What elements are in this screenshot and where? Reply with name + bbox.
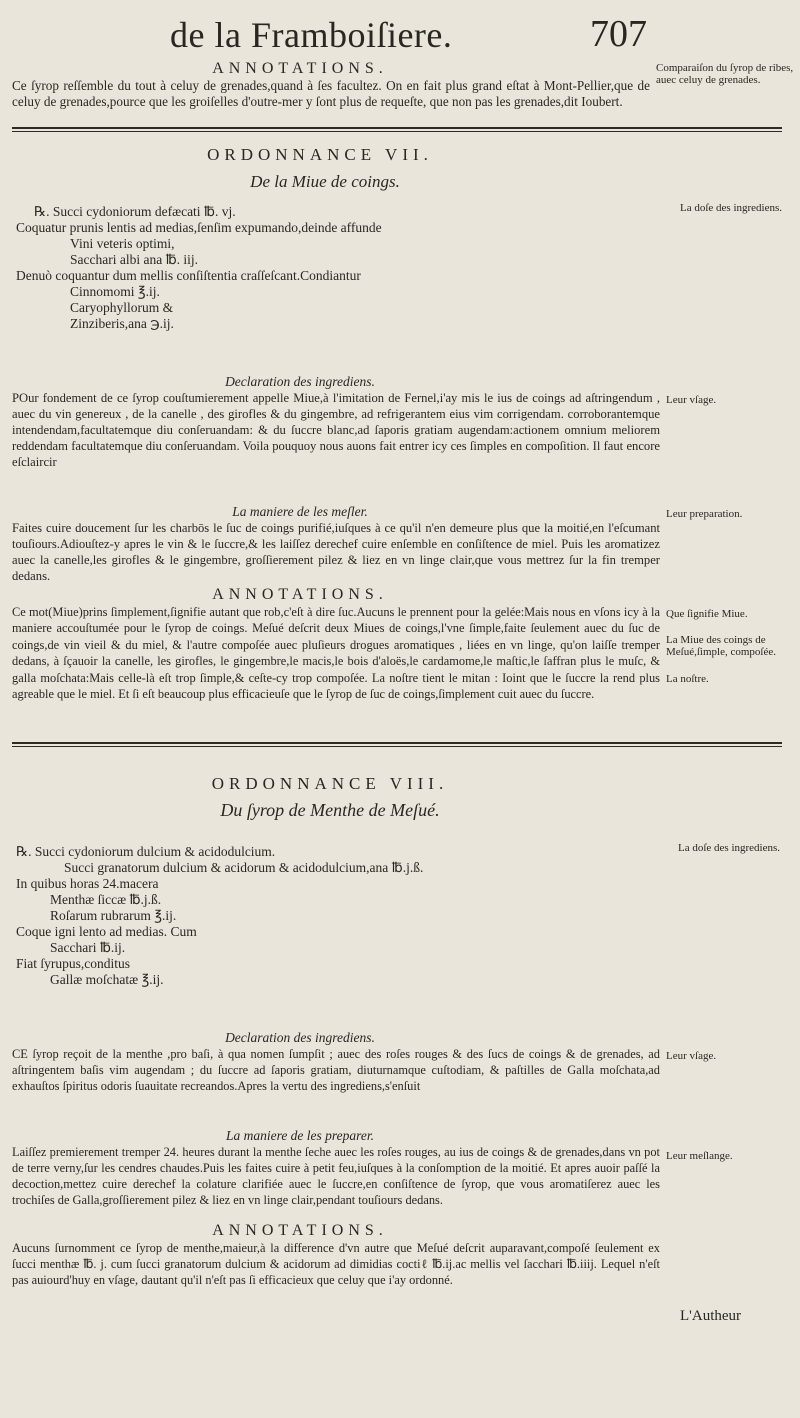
recipe-line: Coque igni lento ad medias. Cum <box>16 924 197 939</box>
annotation-3-text: Aucuns ſurnomment ce ſyrop de menthe,maieur,à la difference d'vn autre que Meſué deſcrit auparavant,compoſé ſeulement ex ſucci menthæ ℔. j. cum ſucci granatorum dulcium & acidorum ad dimidias coctiℓ ℔.ij.ac mellis vel ſacchari ℔.iiij. Lequel n'eſt pas auiourd'huy en vſage, dautant qu'il n'eſt pas ſi efficacieux que celuy que i'ay ordonné. <box>12 1241 660 1287</box>
annotations-heading-3: ANNOTATIONS. <box>212 1222 388 1239</box>
annotations-heading-2: ANNOTATIONS. <box>212 586 388 603</box>
annotation-2-text: Ce mot(Miue)prins ſimplement,ſignifie autant que rob,c'eſt à dire ſuc.Aucuns le prennent pour la gelée:Mais nous en vſons icy à la maniere accouſtumée pour le ſyrop de coings. Meſué deſcrit deux Miues de coings,l'vne ſimple,faite ſeulement auec du ſuc de coings,de vin vieil & du miel, & l'autre compoſée auec pluſieurs drogues aromatiques , liées en vn linge, qu'on laiſſe tremper dedans, à ſçauoir la canelle, les girofles, le gingembre,le macis,le bois d'aloës,le cardamome,le maſtic,le ſaffran plus le muſc, & galla moſchata:Mais celle-là eſt trop ſimple,& ceſte-cy trop compoſée. La noſtre tient le mitan : Ioint que le ſuccre la rend plus agreable que le miel. Et ſi eſt beaucoup plus efficacieuſe que le ſyrop de ſuc de coings,ſimplement cuit auec du ſuccre. <box>12 605 660 702</box>
annotation-1-text: Ce ſyrop reſſemble du tout à celuy de grenades,quand à ſes facultez. On en fait plus grand eſtat à Mont-Pellier,que de celuy de grenades,pource que les groiſelles d'outre-mer y ſont plus de requeſte, que non pas les grenades,dit Ioubert. <box>12 78 650 109</box>
annotations-heading-1: ANNOTATIONS. <box>212 60 388 77</box>
margin-note-mix-8: Leur meſlange. <box>666 1150 733 1162</box>
declaration-title-7: Declaration des ingrediens. <box>225 374 375 389</box>
recipe-7 <box>16 204 656 332</box>
section-rule-2 <box>12 742 782 747</box>
preparation-title-8: La maniere de les preparer. <box>225 1128 375 1143</box>
margin-note-nostre: La noſtre. <box>666 673 709 685</box>
margin-note-dose-8: La doſe des ingrediens. <box>678 842 781 854</box>
ordonnance-8-subtitle: Du ſyrop de Menthe de Meſué. <box>220 800 440 820</box>
recipe-line: Denuò coquantur dum mellis conſiſtentia craſſeſcant.Condiantur <box>16 268 361 283</box>
recipe-line: Sacchari ℔.ij. <box>50 940 126 955</box>
catchword: L'Autheur <box>680 1308 742 1324</box>
ordonnance-7-subtitle: De la Miue de coings. <box>250 172 400 191</box>
recipe-line: Zinziberis,ana ℈.ij. <box>70 316 174 331</box>
recipe-line: Gallæ moſchatæ ℥.ij. <box>50 972 164 987</box>
preparation-text-7: Faites cuire doucement ſur les charbōs le ſuc de coings purifié,iuſques à ce qu'il n'en demeure plus que la moitié,en l'eſcumant touſiours.Adiouſtez-y apres le vin & le ſuccre,& les laiſſez derechef cuire enſemble en conſiſtence de miel. Puis les aromatizez auec la canelle,les girofles & le gingembre, groſſierement pilez & liez en vn linge clair,que vous mettrez ſur la fin tremper dedans. <box>12 521 660 583</box>
declaration-title-8: Declaration des ingrediens. <box>225 1030 375 1045</box>
declaration-text-7: POur fondement de ce ſyrop couſtumierement appelle Miue,à l'imitation de Fernel,i'ay mis le ius de coings ad aſtringendum , auec du vin genereux , de la canelle , des girofles & du gingembre, ad refrigerantem eius vim corrigendam. corroborantemque intendendam,facultatemque diu conſeruandam: & du ſuccre blanc,ad ſaporis gratiam augendam:actionem omnium meliorem reddendam facultatemque diu conſeruandam. Voila pouquoy nous auons fait entrer icy ces ſimples en compoſition. Il faut encore eſclaircir <box>12 391 660 469</box>
recipe-line: In quibus horas 24.macera <box>16 876 159 891</box>
preparation-text-8: Laiſſez premierement tremper 24. heures durant la menthe ſeche auec les roſes rouges, au ius de coings & de grenades,dans vn pot de terre verny,ſur les cendres chaudes.Puis les faites cuire à petit feu,iuſques à la conſomption de la moitié. Et apres auoir paſſé la decoction,mettez cuire derechef la colature clarifiée auec le ſuccre,en conſiſtence de ſyrop, que vous aromatiſerez auec les trochiſes de Galla,groſſierement pilez & liez en vn linge clair,pendant touſiours dedans. <box>12 1145 660 1207</box>
declaration-text-8: CE ſyrop reçoit de la menthe ,pro baſi, à qua nomen ſumpſit ; auec des roſes rouges & des ſucs de coings & de grenades, ad aſtringentem baſis vim augendam ; du ſuccre ad ſaporis gratiam, diuturnamque cuſtodiam, & paſtilles de Galla moſchata,ad exhauſtos ſpiritus odoris ſuauitate recreandos.Apres la vertu des ingrediens,s'enſuit <box>12 1047 660 1093</box>
margin-note-use-7: Leur vſage. <box>666 394 717 406</box>
recipe-line: Roſarum rubrarum ℥.ij. <box>50 908 177 923</box>
recipe-line: ℞. Succi cydoniorum defæcati ℔. vj. <box>34 204 236 219</box>
recipe-line: Vini veteris optimi, <box>70 236 175 251</box>
margin-note-miue: Que ſignifie Miue. <box>666 608 748 620</box>
page-number: 707 <box>590 13 647 55</box>
recipe-line: Succi granatorum dulcium & acidorum & acidodulcium,ana ℔.j.ß. <box>64 860 424 875</box>
recipe-line: Fiat ſyrupus,conditus <box>16 956 130 971</box>
recipe-line: Menthæ ſiccæ ℔.j.ß. <box>50 892 162 907</box>
recipe-8 <box>16 844 656 988</box>
running-title: de la Framboiſiere. <box>170 15 453 55</box>
recipe-line: Cinnomomi ℥.ij. <box>70 284 160 299</box>
recipe-line: Sacchari albi ana ℔. iij. <box>70 252 198 267</box>
recipe-line: Coquatur prunis lentis ad medias,ſenſim expumando,deinde affunde <box>16 220 382 235</box>
margin-note-miue-mesue: La Miue des coings de Meſué,ſimple, compoſée. <box>666 634 776 658</box>
preparation-title-7: La maniere de les meſler. <box>232 504 368 519</box>
margin-note-prep-7: Leur preparation. <box>666 508 743 520</box>
recipe-line: Caryophyllorum & <box>70 300 174 315</box>
margin-note-dose-7: La doſe des ingrediens. <box>680 202 783 214</box>
recipe-line: ℞. Succi cydoniorum dulcium & acidodulcium. <box>16 844 276 859</box>
section-rule-1 <box>12 127 782 132</box>
ordonnance-7-heading: ORDONNANCE VII. <box>207 145 433 164</box>
margin-note-comparison: Comparaiſon du ſyrop de ribes, auec celuy de grenades. <box>656 62 794 86</box>
margin-note-use-8: Leur vſage. <box>666 1050 717 1062</box>
ordonnance-8-heading: ORDONNANCE VIII. <box>211 774 449 793</box>
